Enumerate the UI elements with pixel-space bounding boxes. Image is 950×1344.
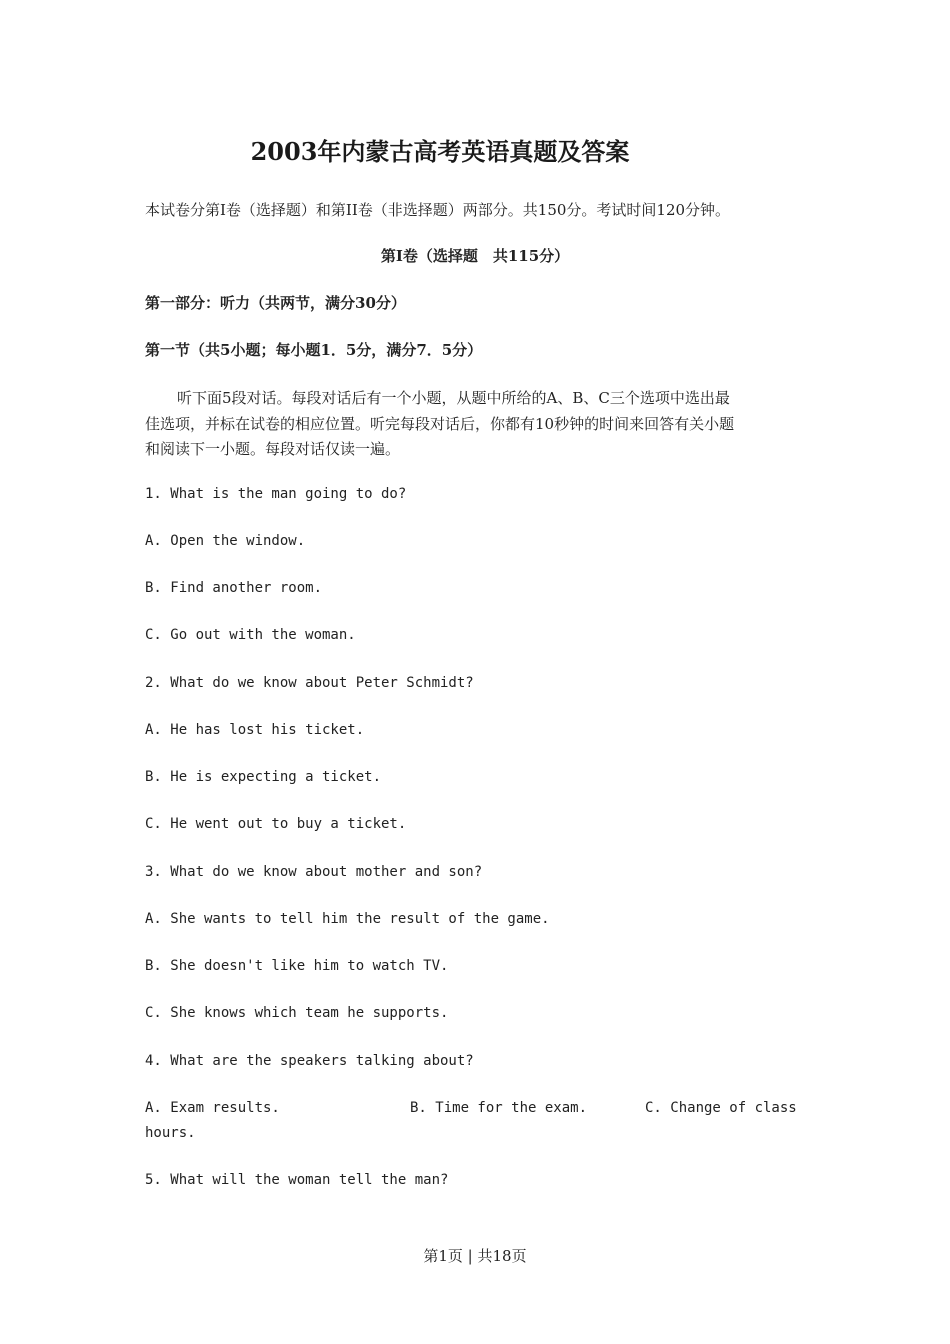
instructions-paragraph (145, 386, 810, 463)
question-4-option-c-continued: hours. (145, 1125, 196, 1141)
question-1-option-c: C. Go out with the woman. (145, 627, 356, 643)
section-title: 第Ⅰ卷（选择题 共115分） (380, 247, 570, 265)
question-4-option-a: A. Exam results. (145, 1100, 280, 1116)
question-3: 3. What do we know about mother and son? (145, 864, 483, 880)
question-3-option-b: B. She doesn't like him to watch TV. (145, 958, 449, 974)
instructions-line: 佳选项，并标在试卷的相应位置。听完每段对话后，你都有10秒钟的时间来回答有关小题 (145, 414, 735, 433)
question-4-option-b: B. Time for the exam. (410, 1100, 588, 1116)
instructions-line: 和阅读下一小题。每段对话仅读一遍。 (145, 440, 401, 458)
instructions-line: 听下面5段对话。每段对话后有一个小题，从题中所给的A、B、C三个选项中选出最 (177, 389, 730, 407)
question-4-option-c: C. Change of class (645, 1100, 797, 1116)
question-1: 1. What is the man going to do? (145, 486, 407, 502)
question-3-option-a: A. She wants to tell him the result of the game. (145, 911, 550, 927)
exam-intro: 本试卷分第Ⅰ卷（选择题）和第II卷（非选择题）两部分。共150分。考试时间120分钟。 (145, 201, 731, 219)
question-2: 2. What do we know about Peter Schmidt? (145, 675, 474, 691)
page-footer: 第1页 | 共18页 (423, 1247, 527, 1265)
question-2-option-a: A. He has lost his ticket. (145, 722, 365, 738)
question-5: 5. What will the woman tell the man? (145, 1172, 449, 1188)
part-heading: 第一部分：听力（共两节，满分30分） (145, 294, 406, 312)
question-2-option-b: B. He is expecting a ticket. (145, 769, 382, 785)
question-3-option-c: C. She knows which team he supports. (145, 1005, 449, 1021)
question-1-option-a: A. Open the window. (145, 533, 306, 549)
question-1-option-b: B. Find another room. (145, 580, 323, 596)
subsection-heading: 第一节（共5小题；每小题1．5分，满分7．5分） (145, 341, 483, 359)
question-2-option-c: C. He went out to buy a ticket. (145, 816, 407, 832)
document-title: 2003年内蒙古高考英语真题及答案 (250, 137, 630, 166)
question-4: 4. What are the speakers talking about? (145, 1053, 474, 1069)
